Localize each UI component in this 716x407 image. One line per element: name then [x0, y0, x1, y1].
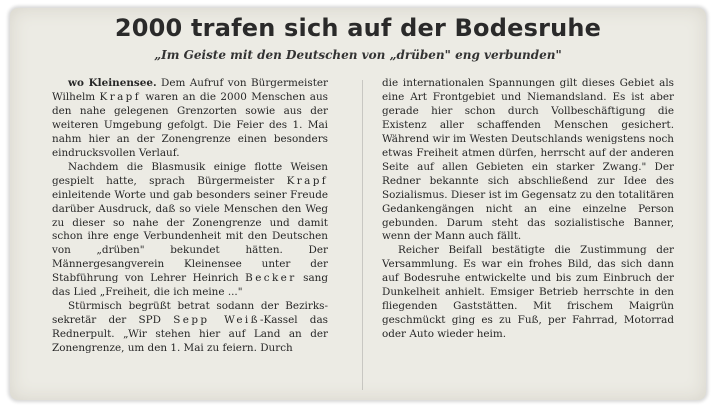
paragraph-text: Dem Aufruf von Bürgermeister Wilhelm — [52, 77, 328, 103]
newspaper-clipping — [10, 8, 706, 400]
paragraph-text: Stürmisch begrüßt betrat sodann der Bezirkssekretär der SPD — [52, 300, 328, 327]
paragraph-text: -Kassel das Rednerpult. „Wir stehen hier auf Land an der Zonengrenze, um den 1. Mai zu feiern. Durch — [52, 314, 328, 355]
person-name: Becker — [245, 272, 297, 285]
person-name: Sepp Weiß — [173, 314, 260, 327]
paragraph-speech — [52, 300, 328, 356]
paragraph-text: Nachdem die Blasmusik einige flotte Weisen gespielt hatte, sprach Bürgermeister — [52, 160, 328, 187]
subheadline: „Im Geiste mit den Deutschen von „drüben" eng verbunden" — [154, 48, 562, 62]
paragraph-text: sang das Lied „Freiheit, die ich meine ..." — [52, 272, 328, 299]
person-name: Krapf — [99, 90, 141, 103]
article-column-left — [52, 77, 328, 356]
paragraph-intro — [52, 77, 328, 161]
paragraph-speech-continued: die internationalen Spannungen gilt dieses Gebiet als eine Art Frontgebiet und Niemandsland. Es ist aber gerade hier schon durch Vollbeschäftigung die Existenz aller schaffenden Menschen gesichert. Während wir im Westen Deutschlands wenigstens noch etwas Freiheit atmen dürfen, herrscht auf der anderen Seite auf allen Gebieten ein starker Zwang." Der Redner bekannte sich abschließend zur Idee des Sozialismus. Dieser ist im Gegensatz zu den totalitären Gedankengängen nicht an eine einzelne Person gebunden. Darum steht das sozialistische Banner, wenn der Mann auch fällt. — [382, 77, 674, 243]
paragraph-closing: Reicher Beifall bestätigte die Zustimmung der Versammlung. Es war ein frohes Bild, das sich dann auf Bodesruhe entwickelte und bis zum Einbruch der Dunkelheit anhielt. Emsiger Betrieb herrschte in den fliegenden Gaststätten. Mit frischem Maigrün geschmückt ging es zu Fuß, per Fahrrad, Motorrad oder Auto wieder heim. — [382, 244, 674, 341]
paragraph-text: einleitende Worte und gab besonders seiner Freude darüber Ausdruck, daß so viele Menschen den Weg zu dieser so nahe der Zonengrenze und damit schon ihre enge Verbundenheit mit den Deutschen von „drüben" bekundet hätten. Der Männergesangverein Kleinensee unter der Stabführung von Lehrer Heinrich — [52, 188, 328, 285]
person-name: Krapf — [286, 174, 328, 187]
column-divider — [362, 80, 363, 390]
paragraph-text: waren an die 2000 Menschen aus den nahe gelegenen Grenzorten sowie aus der weiteren Umgebung gefolgt. Die Feier des 1. Mai nahm hier an der Zonengrenze einen besonders eindrucksvollen Verlauf. — [52, 90, 328, 159]
paragraph-music — [52, 161, 328, 301]
headline: 2000 trafen sich auf der Bodesruhe — [114, 14, 602, 42]
dateline: wo Kleinensee. — [68, 77, 157, 89]
article-column-right — [382, 77, 674, 342]
